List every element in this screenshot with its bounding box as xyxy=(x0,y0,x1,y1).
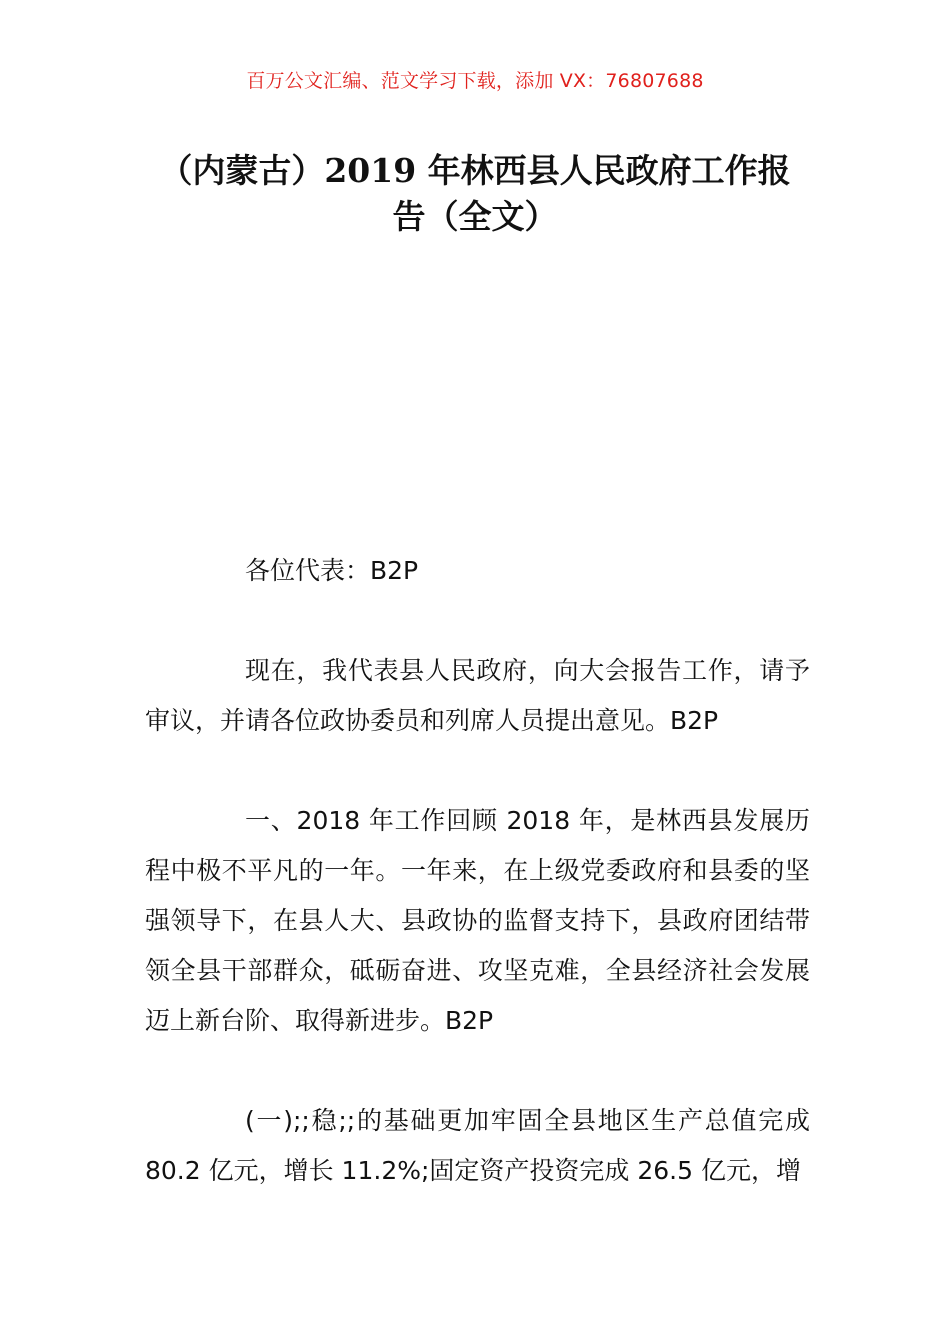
stability-paragraph: (一);;稳;;的基础更加牢固全县地区生产总值完成 80.2 亿元，增长 11.2%;固定资产投资完成 26.5 亿元，增 xyxy=(145,1106,810,1185)
document-body xyxy=(145,546,810,1246)
header-watermark-note: 百万公文汇编、范文学习下载，添加 VX：76807688 xyxy=(246,70,704,92)
review-paragraph: 一、2018 年工作回顾 2018 年，是林西县发展历程中极不平凡的一年。一年来，在上级党委政府和县委的坚强领导下，在县人大、县政协的监督支持下，县政府团结带领全县干部群众，砥砺奋进、攻坚克难，全县经济社会发展迈上新台阶、取得新进步。B2P xyxy=(145,806,810,1035)
document-title xyxy=(120,148,830,240)
salutation-paragraph: 各位代表：B2P xyxy=(245,556,419,585)
document-title-line-1: （内蒙古）2019 年林西县人民政府工作报 xyxy=(159,151,791,190)
opening-paragraph: 现在，我代表县人民政府，向大会报告工作，请予审议，并请各位政协委员和列席人员提出意见。B2P xyxy=(145,656,810,735)
document-title-line-2: 告（全文） xyxy=(392,197,558,236)
